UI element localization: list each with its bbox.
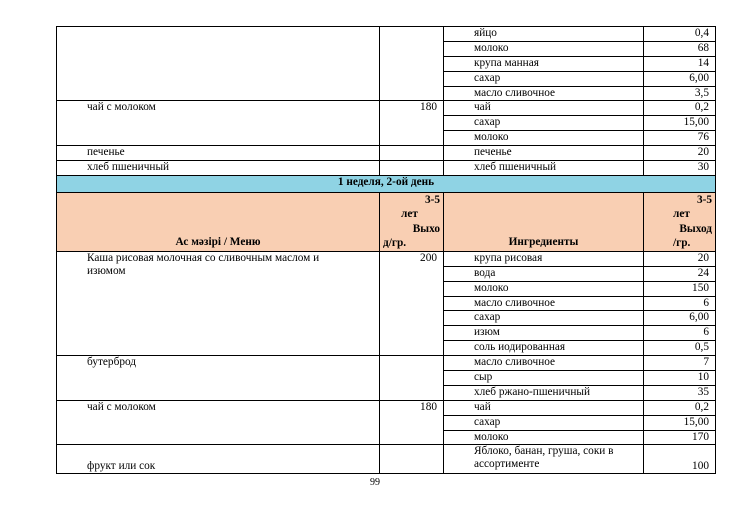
amount-column-header (644, 192, 716, 251)
amount-cell: 3,5 (644, 86, 716, 101)
amount-cell: 20 (644, 251, 716, 266)
ingredient-cell: сахар (444, 415, 644, 430)
amount-cell: 15,00 (644, 415, 716, 430)
amount-header-line: 3-5 (696, 193, 712, 206)
amount-cell: 100 (644, 445, 716, 474)
ingredient-cell: сыр (444, 371, 644, 386)
amount-cell: 6 (644, 326, 716, 341)
page-number: 99 (370, 477, 380, 488)
amount-header-line: /гр. (673, 237, 691, 250)
table-row (57, 251, 716, 266)
amount-cell: 68 (644, 41, 716, 56)
table-row (57, 101, 716, 116)
ingredient-cell: соль иодированная (444, 341, 644, 356)
column-header-row (57, 192, 716, 251)
table-row (57, 161, 716, 176)
menu-item-yield: 180 (380, 101, 444, 146)
menu-item-name: печенье (57, 146, 380, 161)
amount-cell: 0,2 (644, 400, 716, 415)
amount-cell: 7 (644, 356, 716, 371)
table-row (57, 146, 716, 161)
ingredient-cell: вода (444, 266, 644, 281)
table-row (57, 356, 716, 371)
amount-cell: 30 (644, 161, 716, 176)
menu-item-name: фрукт или сок (57, 445, 380, 474)
yield-header-line: д/гр. (383, 237, 407, 250)
amount-cell: 0,2 (644, 101, 716, 116)
ingredient-cell: сахар (444, 71, 644, 86)
menu-item-name: Каша рисовая молочная со сливочным маслом и изюмом (57, 251, 380, 355)
amount-cell: 6 (644, 296, 716, 311)
menu-item-name: бутерброд (57, 356, 380, 401)
amount-cell: 76 (644, 131, 716, 146)
ingredient-cell: яйцо (444, 27, 644, 42)
ingredient-cell: сахар (444, 311, 644, 326)
amount-cell: 14 (644, 56, 716, 71)
ingredient-cell: хлеб пшеничный (444, 161, 644, 176)
amount-cell: 6,00 (644, 71, 716, 86)
amount-cell: 0,5 (644, 341, 716, 356)
yield-cell-empty (380, 161, 444, 176)
ingredient-cell: молоко (444, 430, 644, 445)
amount-cell: 6,00 (644, 311, 716, 326)
amount-cell: 0,4 (644, 27, 716, 42)
table-row (57, 400, 716, 415)
yield-cell-empty (380, 445, 444, 474)
ingredient-cell: молоко (444, 131, 644, 146)
ingredient-cell: чай (444, 101, 644, 116)
ingredient-cell: Яблоко, банан, груша, соки в ассортименте (444, 445, 644, 474)
ingredient-cell: чай (444, 400, 644, 415)
ingredient-cell: масло сливочное (444, 86, 644, 101)
menu-column-header: Ас мәзірі / Меню (57, 192, 380, 251)
table-row (57, 445, 716, 474)
menu-table (56, 26, 716, 474)
menu-item-yield: 200 (380, 251, 444, 355)
amount-header-line: Выход (679, 222, 712, 235)
week-day-header: 1 неделя, 2-ой день (57, 175, 716, 192)
amount-cell: 20 (644, 146, 716, 161)
yield-cell-empty (380, 146, 444, 161)
ingredient-cell: печенье (444, 146, 644, 161)
ingredient-cell: масло сливочное (444, 296, 644, 311)
yield-cell-empty (380, 27, 444, 101)
menu-item-yield: 180 (380, 400, 444, 445)
menu-cell-empty (57, 27, 380, 101)
ingredient-cell: сахар (444, 116, 644, 131)
ingredient-cell: молоко (444, 281, 644, 296)
ingredient-cell: хлеб ржано-пшеничный (444, 385, 644, 400)
amount-cell: 150 (644, 281, 716, 296)
ingredient-cell: изюм (444, 326, 644, 341)
amount-cell: 24 (644, 266, 716, 281)
amount-header-line: лет (673, 208, 690, 221)
ingredient-cell: крупа манная (444, 56, 644, 71)
amount-cell: 15,00 (644, 116, 716, 131)
menu-document (56, 26, 715, 474)
menu-item-name: чай с молоком (57, 400, 380, 445)
yield-column-header (380, 192, 444, 251)
yield-cell-empty (380, 356, 444, 401)
menu-item-name: хлеб пшеничный (57, 161, 380, 176)
yield-header-line: Выхо (412, 222, 440, 235)
ingredient-cell: масло сливочное (444, 356, 644, 371)
table-row (57, 27, 716, 42)
amount-cell: 10 (644, 371, 716, 386)
amount-cell: 170 (644, 430, 716, 445)
week-day-header-row (57, 175, 716, 192)
ingredient-cell: молоко (444, 41, 644, 56)
ingredient-cell: крупа рисовая (444, 251, 644, 266)
yield-header-line: 3-5 (424, 193, 440, 206)
yield-header-line: лет (401, 208, 418, 221)
menu-item-name: чай с молоком (57, 101, 380, 146)
ingredients-column-header: Ингредиенты (444, 192, 644, 251)
amount-cell: 35 (644, 385, 716, 400)
